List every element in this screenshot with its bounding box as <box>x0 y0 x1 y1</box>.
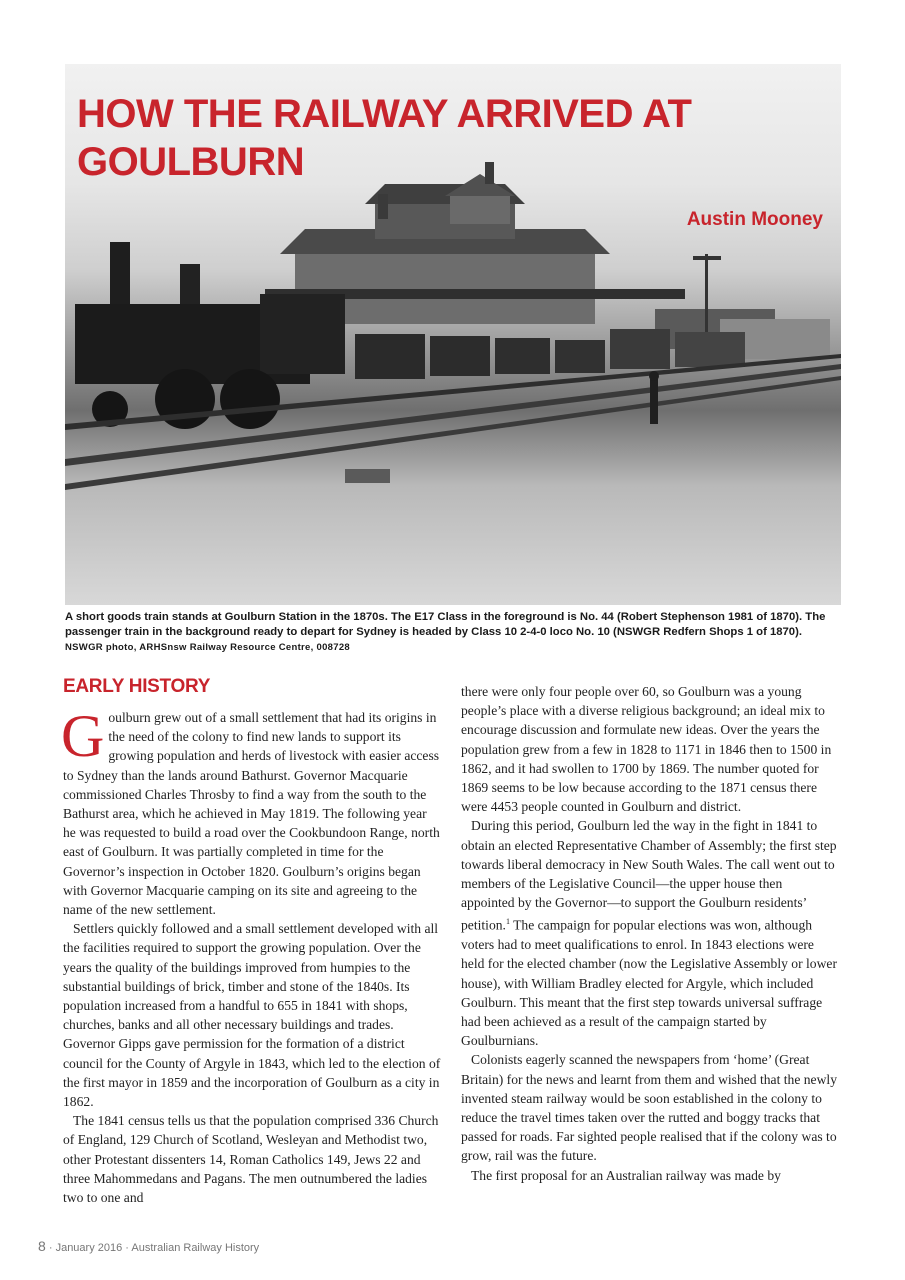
paragraph: The first proposal for an Australian railway was made by <box>471 1167 781 1183</box>
left-column <box>63 676 441 1207</box>
page-footer <box>38 1238 259 1254</box>
paragraph-text: oulburn grew out of a small settlement that had its origins in the need of the colony to find new lands to support its growing population and herds of livestock with easier access to Sydney than the lands around Bathurst. Governor Macquarie commissioned Charles Throsby to find a way from the south to the Bathurst area, which he achieved in May 1819. The following year he was requested to build a road over the Cookbundoon Range, north east of Goulburn. It was partially completed in time for the Governor’s inspection in October 1820. Goulburn’s origins began with Governor Macquarie camping on its site and agreeing to the name of the new settlement. <box>63 710 440 918</box>
railway-worker <box>650 379 658 424</box>
footer-text: · January 2016 · Australian Railway History <box>45 1242 260 1254</box>
page-number: 8 <box>38 1238 46 1254</box>
paragraph <box>61 703 441 919</box>
right-column <box>461 682 839 1185</box>
paragraph: Settlers quickly followed and a small settlement developed with all the facilities required to support the growing population. Over the years the quality of the buildings improved from humpies to the substantial buildings of brick, timber and stone of the 1840s. Its population increased from a handful to 655 in 1841 with shops, churches, banks and all other necessary buildings and trades. Governor Gipps gave permission for the formation of a district council for the County of Argyle in 1843, which led to the election of the first mayor in 1859 and the incorporation of Goulburn as a city in 1862. <box>63 921 441 1110</box>
sleeper-on-ground <box>345 469 390 483</box>
paragraph: The 1841 census tells us that the population comprised 336 Church of England, 129 Church of Scotland, Wesleyan and Methodist two, other Protestant dissenters 14, Roman Catholics 149, Jews 22 and three Mahommedans and Pagans. The men outnumbered the ladies two to one and <box>63 1113 439 1206</box>
paragraph-text: During this period, Goulburn led the way in the fight in 1841 to obtain an elected Representative Chamber of Assembly; the first step towards liberal democracy in New South Wales. The call went out to members of the Legislative Council—the upper house then appointed by the Governor—to support the Goulburn residents’ petition. <box>461 818 837 933</box>
photo-caption <box>65 610 841 655</box>
photo-credit: NSWGR photo, ARHSnsw Railway Resource Centre, 008728 <box>65 642 351 653</box>
footnote-marker: 1 <box>505 917 510 927</box>
paragraph: Colonists eagerly scanned the newspapers from ‘home’ (Great Britain) for the news and learnt from them and wished that the newly invented steam railway would be soon established in the colony to reduce the travel times taken over the rutted and boggy tracks that passed for roads. Far sighted people realised that if the colony was to grow, rail was the future. <box>461 1052 837 1164</box>
paragraph <box>461 816 839 1050</box>
paragraph-text-cont: The campaign for popular elections was won, although voters had to meet qualifications to enrol. In 1843 elections were held for the elected chamber (now the Legislative Assembly or lower house), with William Bradley elected for Argyle, which included Goulburn. This meant that the first step towards universal suffrage had been achieved as a result of the campaign started by Goulburnians. <box>461 917 837 1049</box>
section-heading: EARLY HISTORY <box>63 676 211 697</box>
drop-cap: G <box>61 703 105 769</box>
article-title: HOW THE RAILWAY ARRIVED AT GOULBURN <box>77 92 692 184</box>
article-author: Austin Mooney <box>686 209 823 230</box>
paragraph: there were only four people over 60, so Goulburn was a young people’s place with a diverse religious background; an ideal mix to encourage discussion and formulate new ideas. Over the years the population grew from a few in 1828 to 1171 in 1846 then to 1500 in 1862, and it had swollen to 1700 by 1869. The number quoted for 1869 seems to be low because according to the 1871 census there were 4453 people counted in Goulburn and district. <box>461 684 832 815</box>
caption-text: A short goods train stands at Goulburn Station in the 1870s. The E17 Class in the foreground is No. 44 (Robert Stephenson 1981 of 1870). The passenger train in the background ready to depart for Sydney is headed by Class 10 2-4-0 loco No. 10 (NSWGR Redfern Shops 1 of 1870). <box>65 611 826 638</box>
